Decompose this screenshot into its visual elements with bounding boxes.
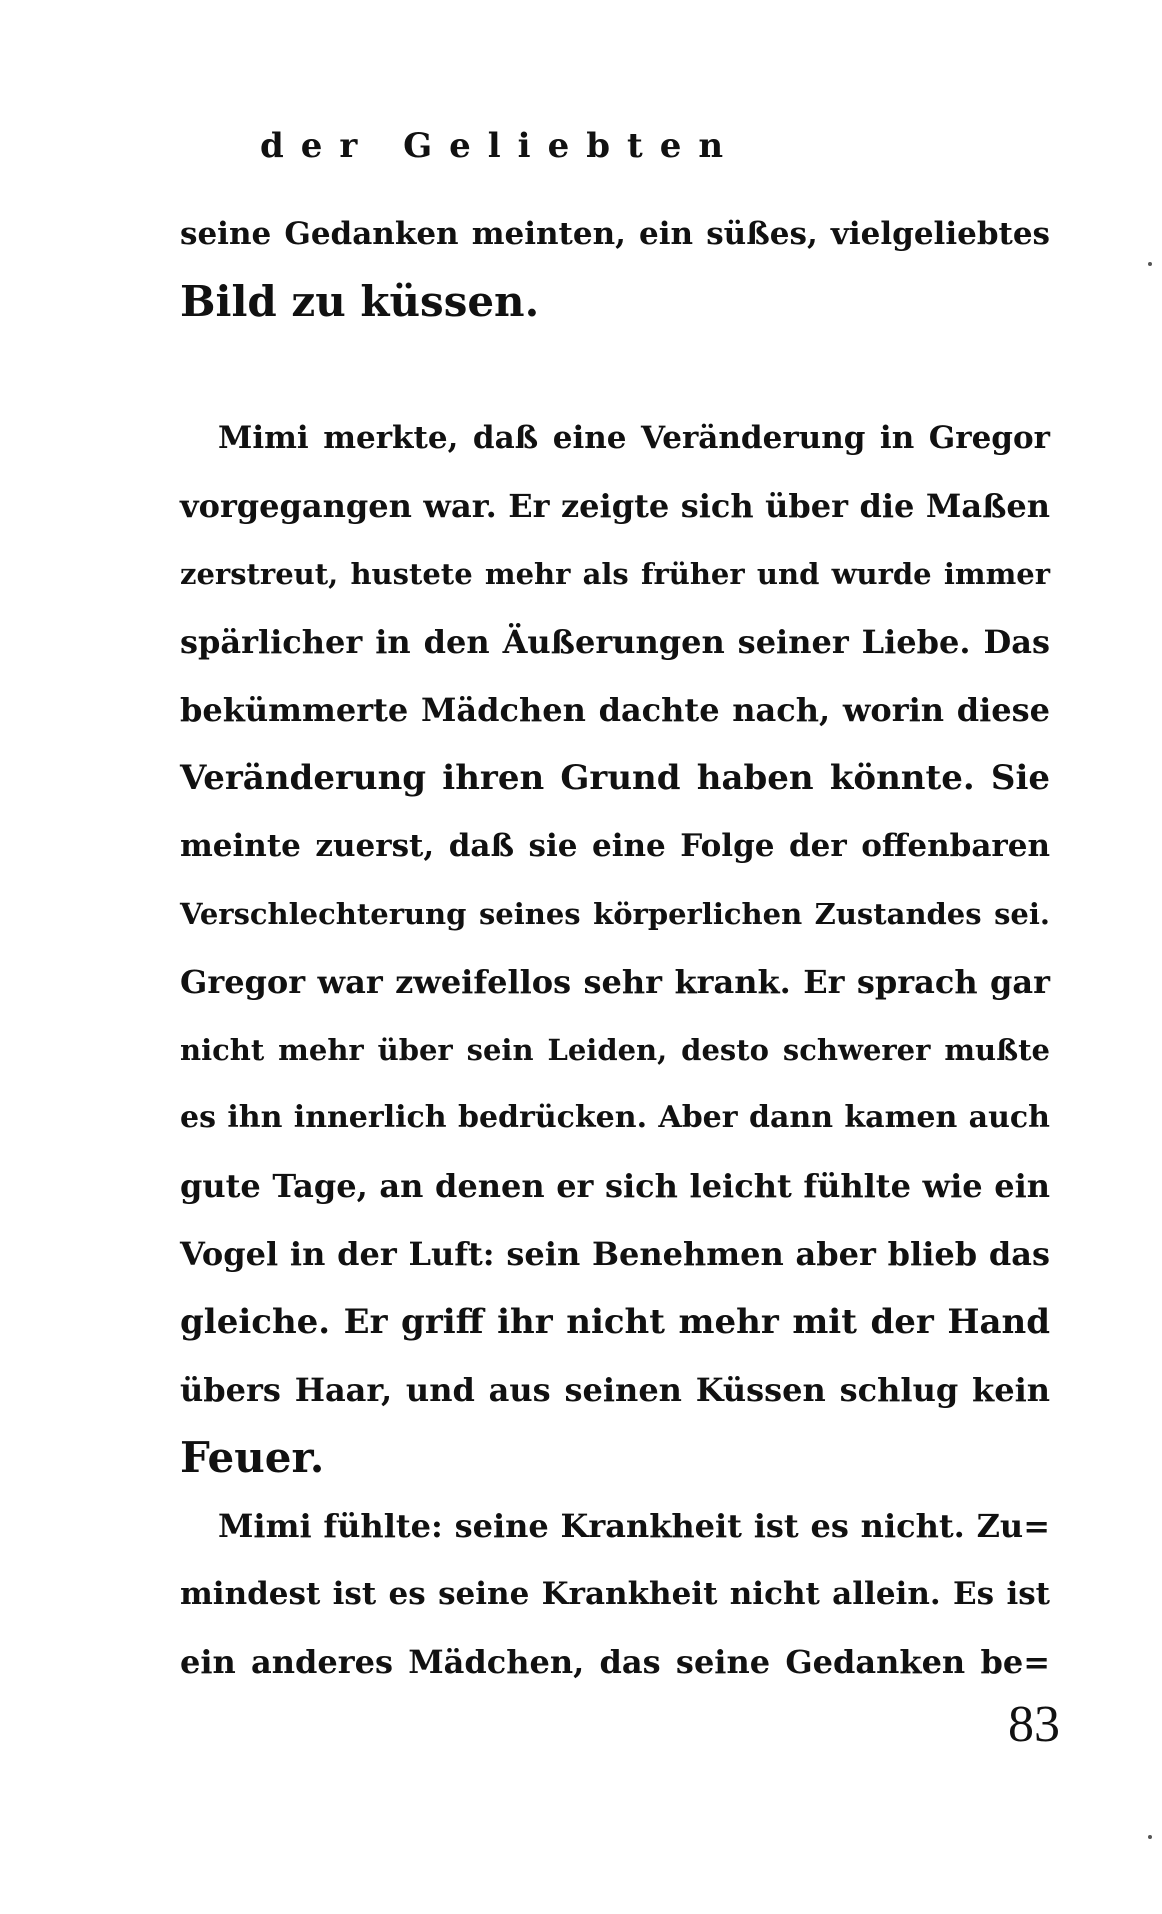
running-head: der Geliebten xyxy=(259,126,741,166)
text-line: es ihn innerlich bedrücken. Aber dann kamen auch xyxy=(180,1100,1050,1135)
text-line: Vogel in der Luft: sein Benehmen aber blieb das xyxy=(180,1235,1050,1273)
text-line: gute Tage, an denen er sich leicht fühlte wie ein xyxy=(180,1167,1050,1205)
text-line: gleiche. Er griff ihr nicht mehr mit der Hand xyxy=(180,1302,1050,1342)
text-line: Mimi fühlte: seine Krankheit ist es nicht. Zu= xyxy=(218,1507,1050,1545)
text-line: Feuer. xyxy=(180,1433,325,1482)
text-line: vorgegangen war. Er zeigte sich über die Maßen xyxy=(180,487,1050,525)
text-line: Veränderung ihren Grund haben könnte. Sie xyxy=(180,758,1050,798)
text-line: nicht mehr über sein Leiden, desto schwerer mußte xyxy=(180,1033,1050,1067)
text-line: meinte zuerst, daß sie eine Folge der offenbaren xyxy=(180,828,1050,864)
page-number: 83 xyxy=(1008,1696,1060,1753)
text-line: mindest ist es seine Krankheit nicht allein. Es ist xyxy=(180,1576,1050,1612)
text-line: Gregor war zweifellos sehr krank. Er sprach gar xyxy=(180,963,1050,1001)
body-text xyxy=(180,200,1050,1696)
text-line: seine Gedanken meinten, ein süßes, vielgeliebtes xyxy=(180,216,1050,252)
text-line: Bild zu küssen. xyxy=(180,277,540,326)
text-line: Mimi merkte, daß eine Veränderung in Gregor xyxy=(218,420,1050,456)
paragraph-gap xyxy=(180,336,1050,404)
scan-speck xyxy=(1148,262,1152,266)
text-line: bekümmerte Mädchen dachte nach, worin diese xyxy=(180,691,1050,729)
scan-speck xyxy=(1148,1835,1152,1839)
text-line: zerstreut, hustete mehr als früher und wurde immer xyxy=(180,557,1050,591)
text-line: spärlicher in den Äußerungen seiner Liebe. Das xyxy=(180,623,1050,661)
text-line: ein anderes Mädchen, das seine Gedanken be= xyxy=(180,1643,1050,1681)
text-line: übers Haar, und aus seinen Küssen schlug kein xyxy=(180,1371,1050,1409)
text-line: Verschlechterung seines körperlichen Zustandes sei. xyxy=(180,897,1050,931)
